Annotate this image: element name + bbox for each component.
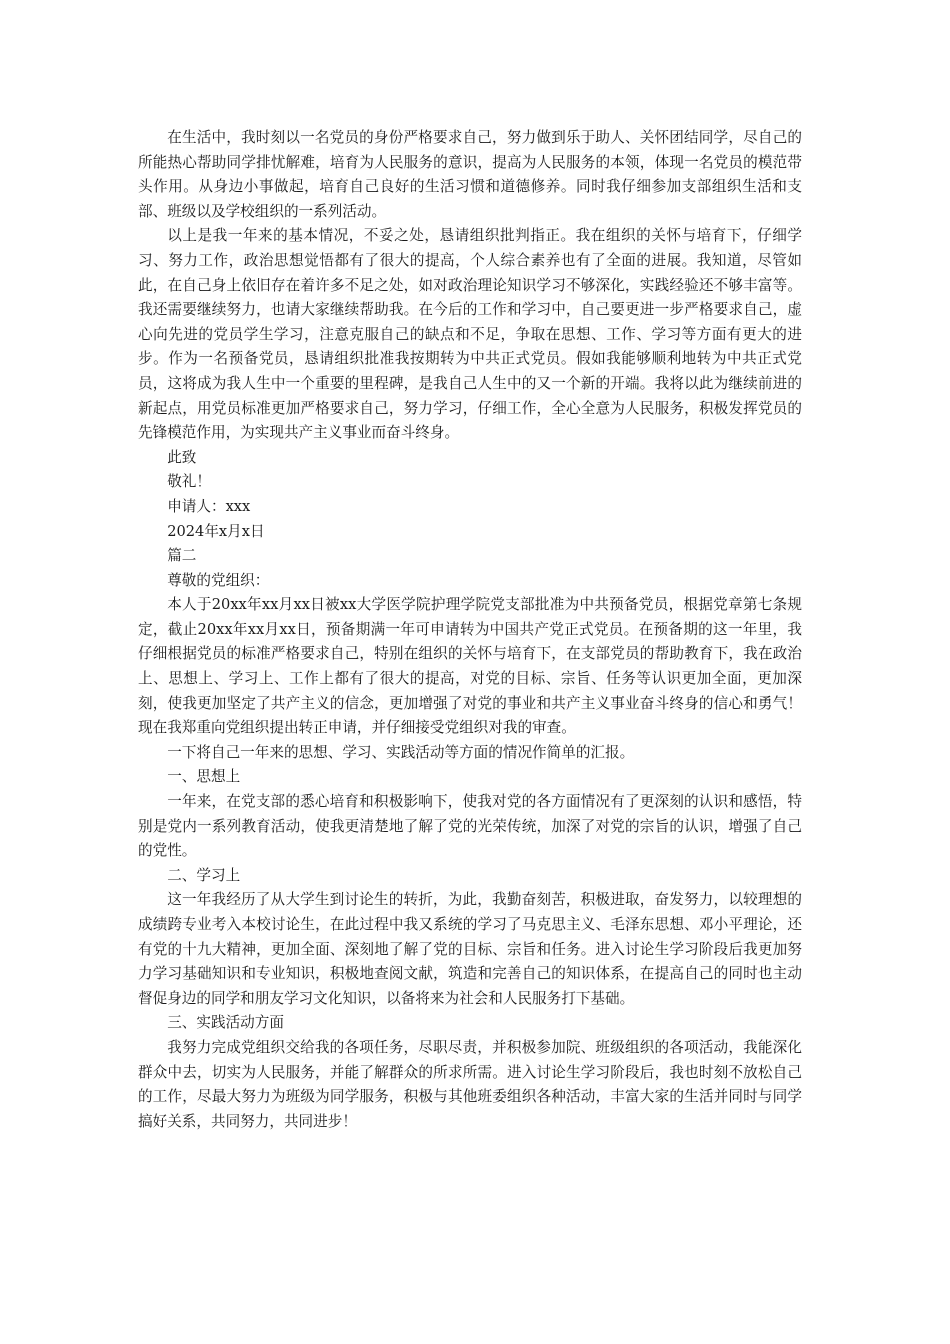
heading-practice: 三、实践活动方面 [167,1014,284,1032]
paragraph: 我努力完成党组织交给我的各项任务，尽职尽责，并积极参加院、班级组织的各项活动，我能深化群众中去，切实为人民服务，并能了解群众的所求所需。进入讨论生学习阶段后，我也时刻不放松自己的工作，尽最大努力为班级为同学服务，积极与其他班委组织各种活动，丰富大家的生活并同时与同学搞好关系，共同努力，共同进步！ [138,1038,802,1130]
paragraph: 这一年我经历了从大学生到讨论生的转折，为此，我勤奋刻苦，积极进取，奋发努力，以较理想的成绩跨专业考入本校讨论生，在此过程中我又系统的学习了马克思主义、毛泽东思想、邓小平理论，还有党的十九大精神，更加全面、深刻地了解了党的目标、宗旨和任务。进入讨论生学习阶段后我更加努力学习基础知识和专业知识，积极地查阅文献，筑造和完善自己的知识体系，在提高自己的同时也主动督促身边的同学和朋友学习文化知识，以备将来为社会和人民服务打下基础。 [138,891,802,1007]
date-line: 2024年x月x日 [167,522,265,540]
paragraph: 在生活中，我时刻以一名党员的身份严格要求自己，努力做到乐于助人、关怀团结同学，尽自己的所能热心帮助同学排忧解难，培育为人民服务的意识，提高为人民服务的本领，体现一名党员的模范带头作用。从身边小事做起，培育自己良好的生活习惯和道德修养。同时我仔细参加支部组织生活和支部、班级以及学校组织的一系列活动。 [138,129,802,220]
paragraph: 本人于20xx年xx月xx日被xx大学医学院护理学院党支部批准为中共预备党员，根据党章第七条规定，截止20xx年xx月xx日，预备期满一年可申请转为中国共产党正式党员。在预备期的这一年里，我仔细根据党员的标准严格要求自己，特别在组织的关怀与培育下，在支部党员的帮助教育下，我在政治上、思想上、学习上、工作上都有了很大的提高，对党的目标、宗旨、任务等认识更加全面，更加深刻，使我更加坚定了共产主义的信念，更加增强了对党的事业和共产主义事业奋斗终身的信心和勇气！现在我郑重向党组织提出转正申请，并仔细接受党组织对我的审查。 [138,596,802,737]
paragraph: 以上是我一年来的基本情况，不妥之处，恳请组织批判指正。我在组织的关怀与培育下，仔细学习、努力工作，政治思想觉悟都有了很大的提高，个人综合素养也有了全面的进展。我知道，尽管如此，在自己身上依旧存在着许多不足之处，如对政治理论知识学习不够深化，实践经验还不够丰富等。我还需要继续努力，也请大家继续帮助我。在今后的工作和学习中，自己要更进一步严格要求自己，虚心向先进的党员学生学习，注意克服自己的缺点和不足，争取在思想、工作、学习等方面有更大的进步。作为一名预备党员，恳请组织批准我按期转为中共正式党员。假如我能够顺利地转为中共正式党员，这将成为我人生中一个重要的里程碑，是我自己人生中的又一个新的开端。我将以此为继续前进的新起点，用党员标准更加严格要求自己，努力学习，仔细工作，全心全意为人民服务，积极发挥党员的先锋模范作用，为实现共产主义事业而奋斗终身。 [138,227,802,442]
closing-salute: 敬礼！ [167,473,211,491]
heading-thought: 一、思想上 [167,768,241,786]
document-body [138,126,802,1134]
section-title: 篇二 [167,547,197,565]
salutation: 尊敬的党组织： [167,571,270,589]
paragraph: 一下将自己一年来的思想、学习、实践活动等方面的情况作简单的汇报。 [167,743,635,761]
paragraph: 一年来，在党支部的悉心培育和积极影响下，使我对党的各方面情况有了更深刻的认识和感悟，特别是党内一系列教育活动，使我更清楚地了解了党的光荣传统，加深了对党的宗旨的认识，增强了自己的党性。 [138,793,802,860]
closing-line: 此致 [167,448,197,466]
heading-study: 二、学习上 [167,866,241,884]
applicant-line: 申请人：xxx [167,497,251,515]
